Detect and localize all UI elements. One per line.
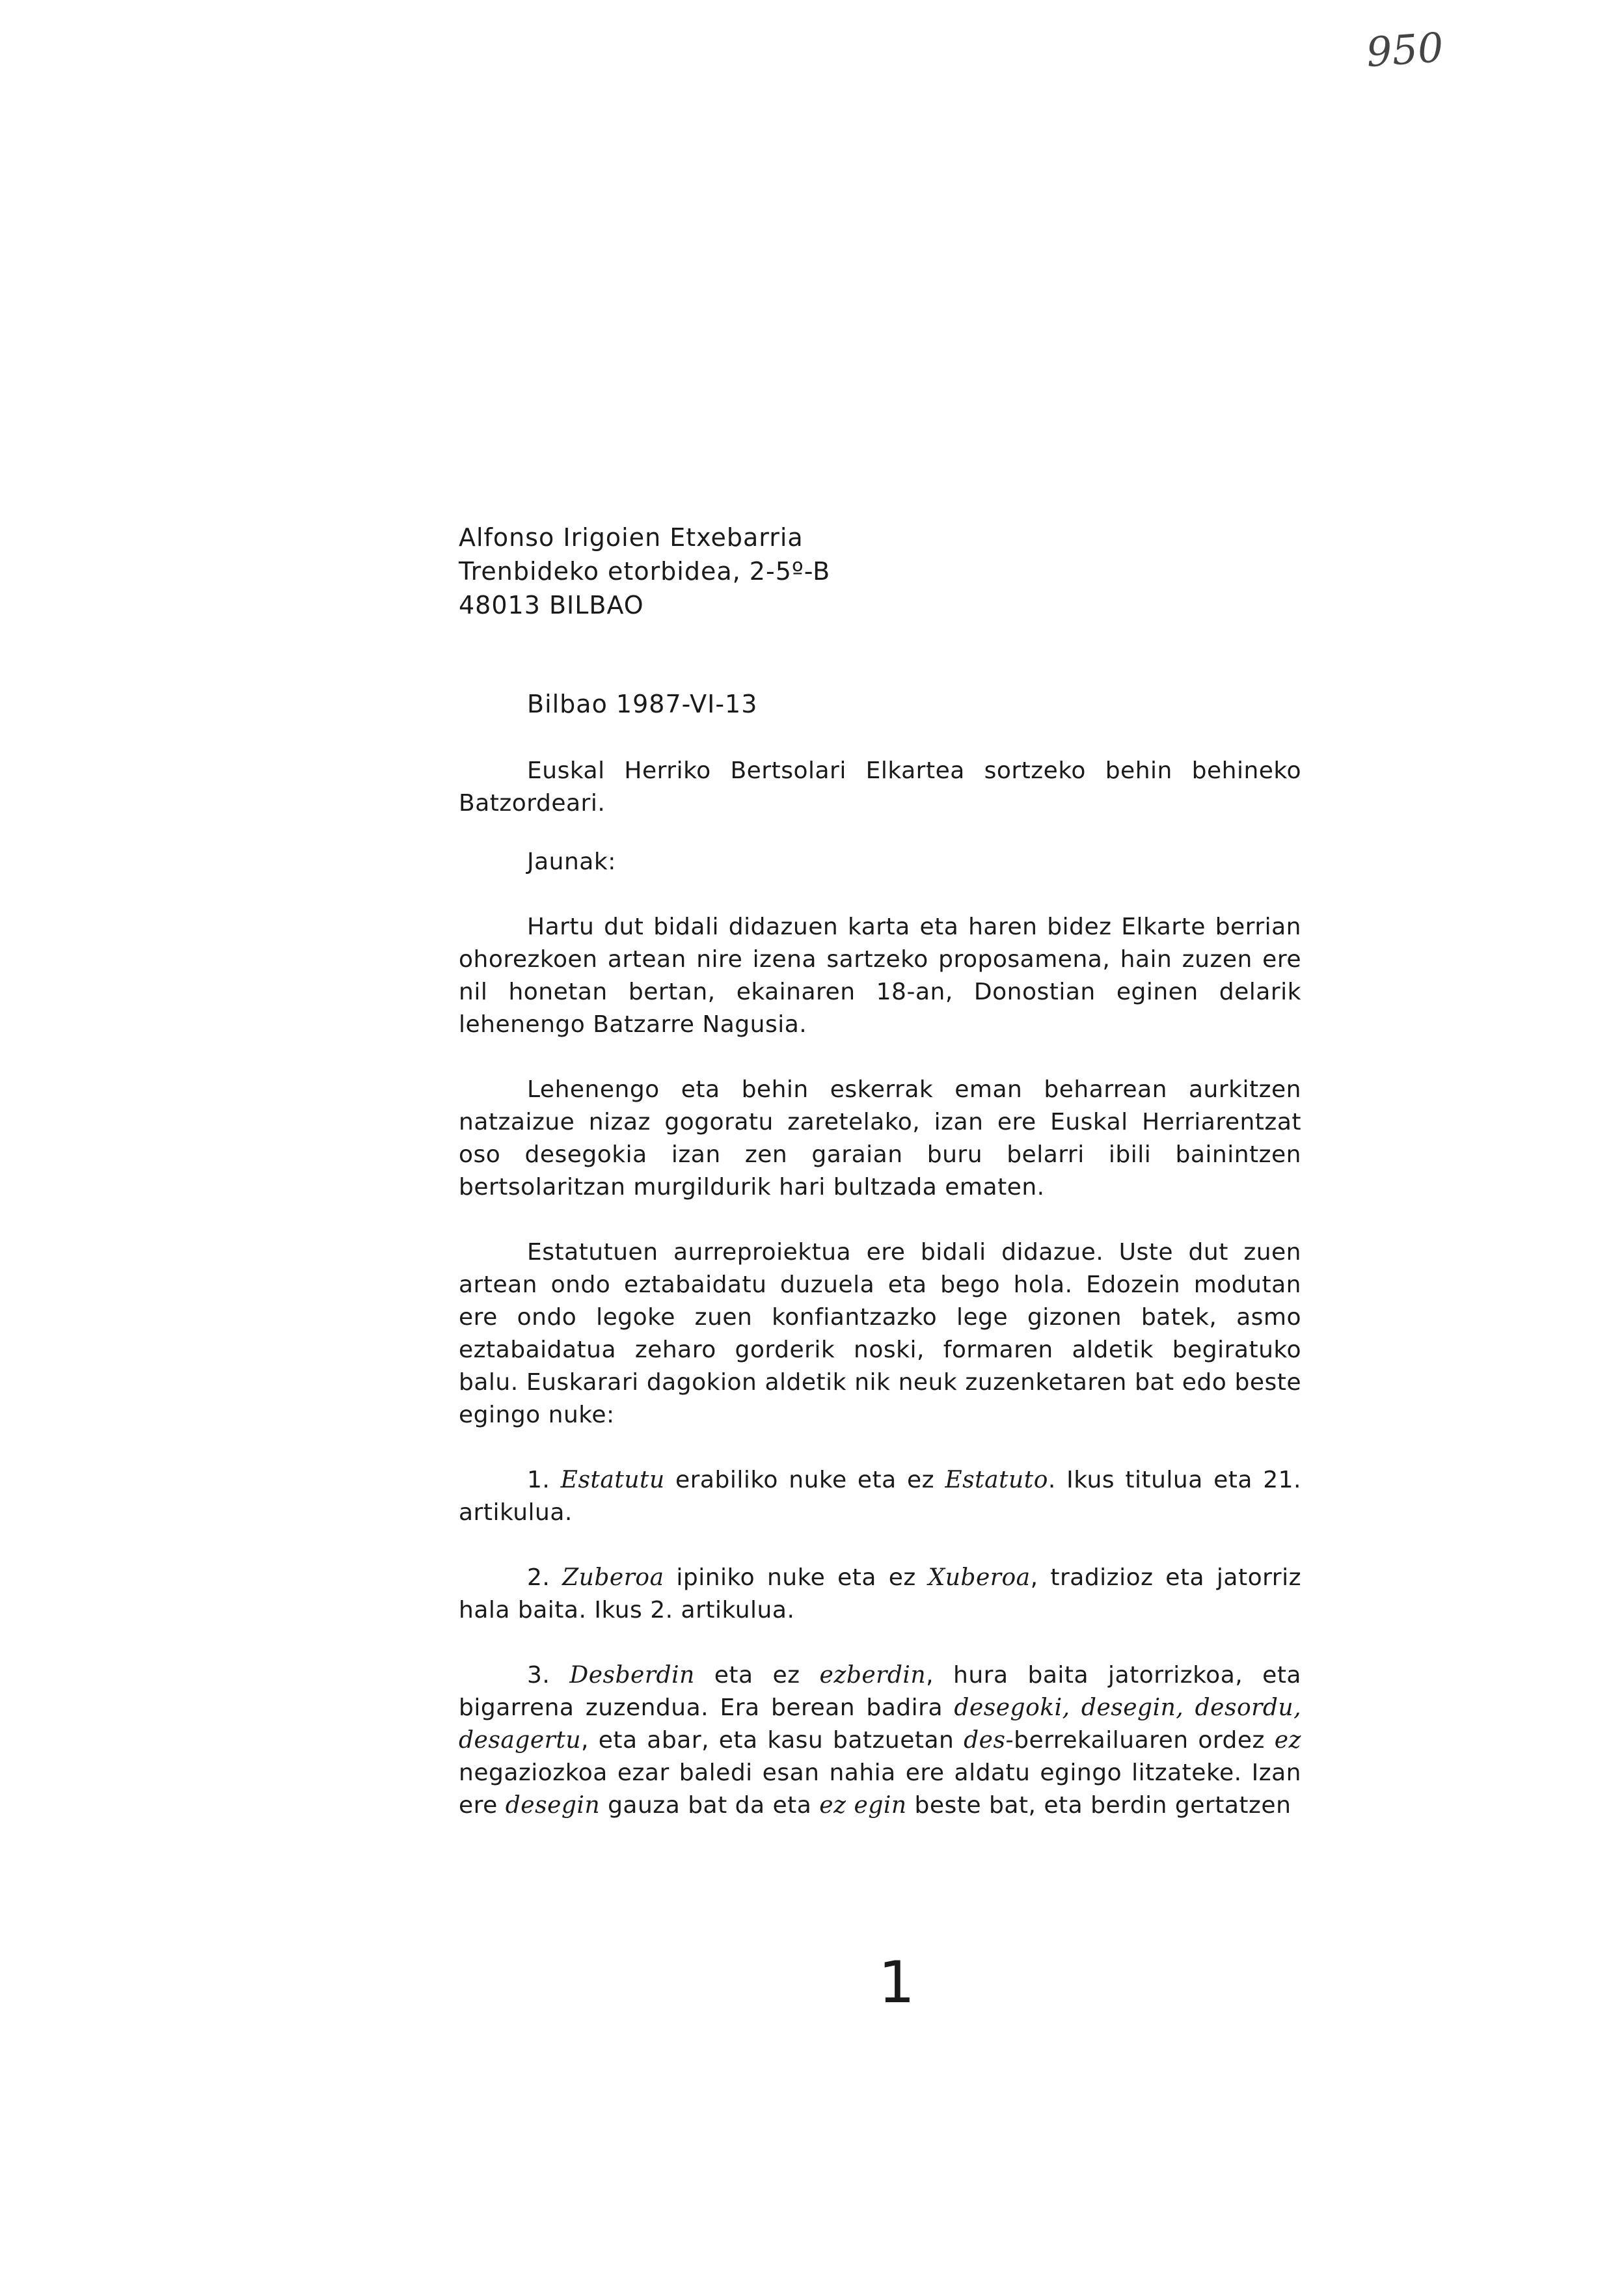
item-3-text-2: , hura baita jatorrizkoa, eta bigarrena zuzendua. Era berean badira — [459, 1662, 1301, 1721]
letter-date: Bilbao 1987-VI-13 — [527, 690, 758, 718]
paragraph-2: Lehenengo eta behin eskerrak eman beharrean aurkitzen natzaizue nizaz gogoratu zaretelako, izan ere Euskal Herriarentzat oso desegokia izan zen garaian buru belarri ibili bainintzen bertsolaritzan murgildurik hari bultzada ematen. — [459, 1076, 1301, 1201]
item-3-term-6: desegin — [505, 1792, 601, 1819]
item-2-number: 2. — [527, 1564, 550, 1591]
item-3-text-3: , eta abar, eta kasu batzuetan — [581, 1727, 964, 1754]
sender-name: Alfonso Irigoien Etxebarria — [459, 523, 804, 552]
item-1-text-2: . Ikus titulua eta 21. artikulua. — [459, 1467, 1301, 1526]
item-3-term-5: ez — [1274, 1727, 1301, 1754]
sender-street: Trenbideko etorbidea, 2-5º-B — [459, 557, 831, 586]
item-1-term-1: Estatutu — [560, 1467, 665, 1493]
item-2-term-1: Zuberoa — [562, 1564, 664, 1591]
item-3-text-6: gauza bat da eta — [600, 1792, 820, 1819]
list-item-2 — [459, 1562, 1301, 1627]
item-3-text-4: berrekailuaren ordez — [1014, 1727, 1275, 1754]
item-2-text-1: ipiniko nuke eta ez — [664, 1564, 928, 1591]
list-item-3 — [459, 1659, 1301, 1822]
item-3-text-1: eta ez — [694, 1662, 820, 1689]
sender-address-block — [459, 521, 830, 622]
item-3-number: 3. — [527, 1662, 550, 1689]
item-2-term-2: Xuberoa — [928, 1564, 1031, 1591]
paragraph-1: Hartu dut bidali didazuen karta eta haren bidez Elkarte berrian ohorezkoen artean nire izena sartzeko proposamena, hain zuzen ere nil honetan bertan, ekainaren 18-an, Donostian eginen delarik lehenengo Batzarre Nagusia. — [459, 914, 1301, 1038]
item-1-number: 1. — [527, 1467, 550, 1493]
item-3-term-2: ezberdin — [819, 1662, 927, 1689]
item-1-term-2: Estatuto — [945, 1467, 1048, 1493]
page-number: 1 — [878, 1949, 915, 2016]
item-1-text-1: erabiliko nuke eta ez — [664, 1467, 945, 1493]
addressee-line: Euskal Herriko Bertsolari Elkartea sortzeko behin behineko Batzordeari. — [459, 757, 1301, 817]
greeting: Jaunak: — [527, 849, 616, 875]
sender-city: 48013 BILBAO — [459, 591, 644, 619]
archive-number-annotation: 950 — [1364, 23, 1445, 77]
letter-body — [459, 755, 1301, 1822]
item-3-term-1: Desberdin — [569, 1662, 695, 1689]
item-3-text-7: beste bat, eta berdin gertatzen — [906, 1792, 1292, 1819]
item-3-term-4: des- — [964, 1727, 1014, 1754]
item-3-text-5: negaziozkoa ezar baledi esan nahia ere aldatu egingo litzateke. Izan ere — [459, 1759, 1301, 1819]
item-3-term-3: desegoki, desegin, desordu, desagertu — [459, 1694, 1302, 1754]
list-item-1 — [459, 1464, 1301, 1529]
item-3-term-7: ez egin — [819, 1792, 907, 1819]
item-2-text-2: , tradizioz eta jatorriz hala baita. Ikus 2. artikulua. — [459, 1564, 1301, 1623]
paragraph-3: Estatutuen aurreproiektua ere bidali didazue. Uste dut zuen artean ondo eztabaidatu duzuela eta bego hola. Edozein modutan ere ondo legoke zuen konfiantzazko lege gizonen batek, asmo eztabaidatua zeharo gorderik noski, formaren aldetik begiratuko balu. Euskarari dagokion aldetik nik neuk zuzenketaren bat edo beste egingo nuke: — [459, 1239, 1301, 1428]
